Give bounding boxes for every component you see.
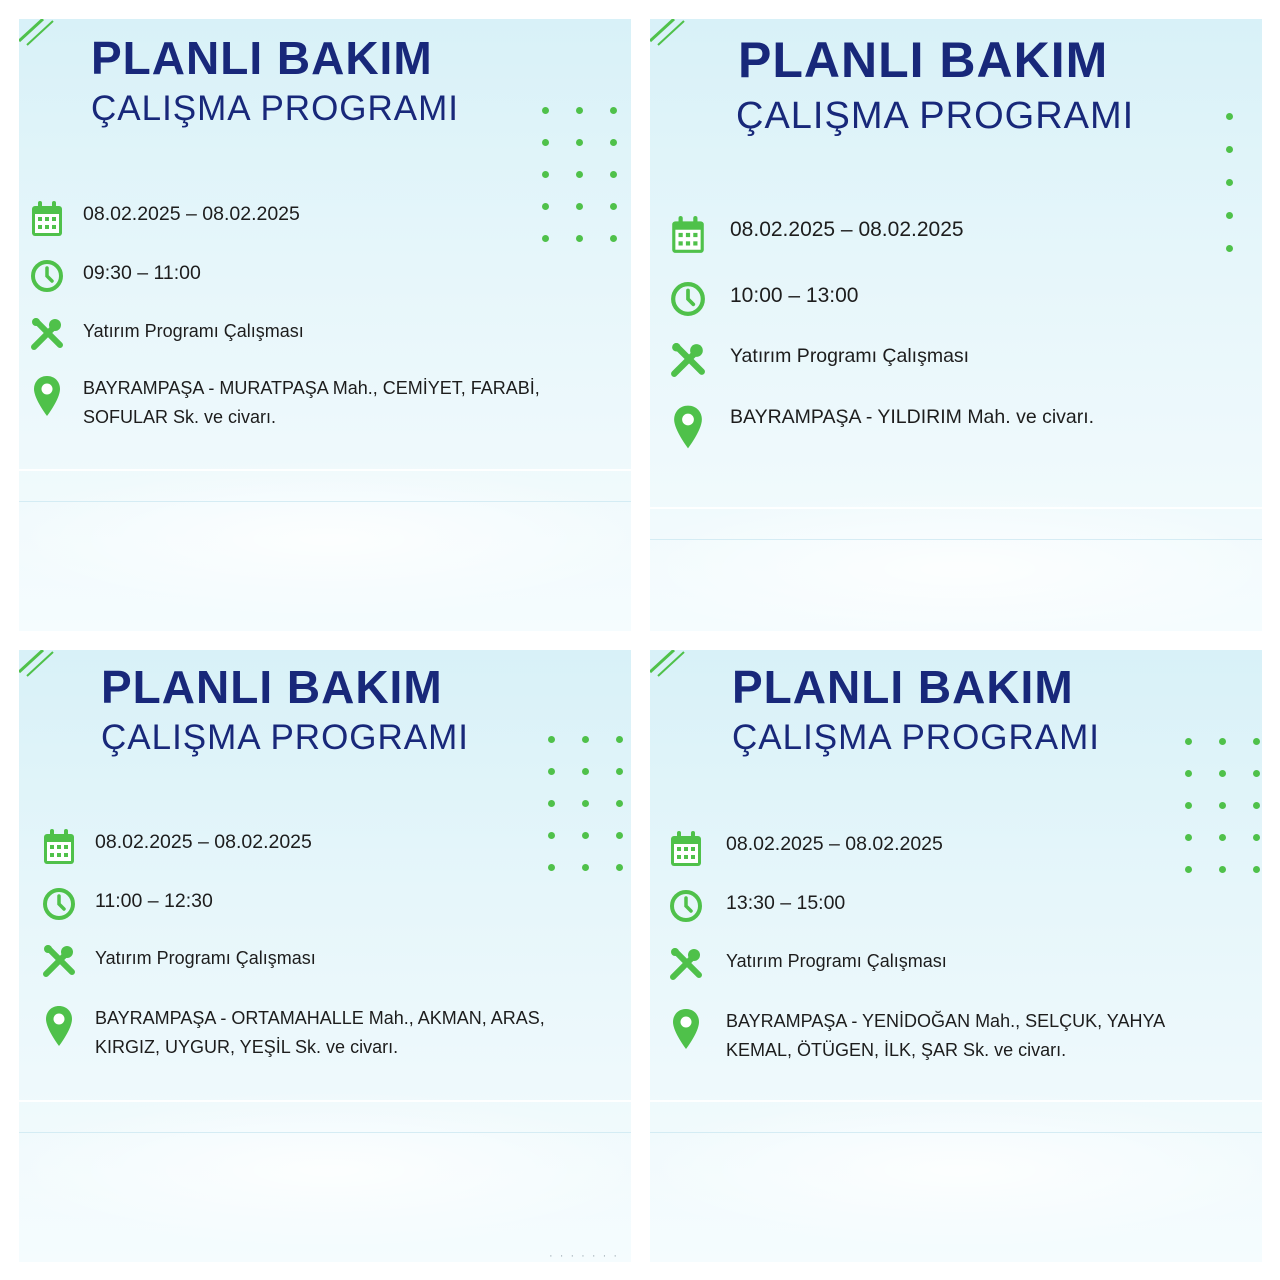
time-range-text: 13:30 – 15:00 bbox=[726, 892, 846, 914]
footer-mark: · · · · · · · bbox=[549, 1250, 619, 1262]
location-pin-icon bbox=[670, 403, 706, 443]
tools-icon bbox=[29, 317, 65, 357]
corner-leaf-icon bbox=[19, 19, 79, 59]
background-glow bbox=[19, 459, 631, 619]
work-type-row bbox=[670, 342, 969, 382]
tools-icon bbox=[41, 944, 77, 984]
calendar-icon bbox=[29, 200, 65, 240]
location-text-line2: KEMAL, ÖTÜGEN, İLK, ŞAR Sk. ve civarı. bbox=[726, 1040, 1067, 1060]
date-range-text: 08.02.2025 – 08.02.2025 bbox=[95, 831, 312, 853]
location-pin-icon bbox=[668, 1007, 704, 1047]
date-range-text: 08.02.2025 – 08.02.2025 bbox=[726, 833, 943, 855]
calendar-icon bbox=[41, 828, 77, 868]
work-type-row bbox=[29, 317, 304, 357]
time-range-text: 09:30 – 11:00 bbox=[83, 262, 201, 284]
location-row bbox=[668, 1007, 1165, 1065]
background-glow bbox=[650, 489, 1262, 631]
time-range-text: 10:00 – 13:00 bbox=[730, 284, 859, 307]
calendar-icon bbox=[668, 830, 704, 870]
clock-icon bbox=[670, 281, 706, 321]
work-type-text: Yatırım Programı Çalışması bbox=[726, 951, 947, 971]
corner-leaf-icon bbox=[650, 650, 710, 690]
date-range-text: 08.02.2025 – 08.02.2025 bbox=[83, 203, 300, 225]
tools-icon bbox=[668, 947, 704, 987]
time-row bbox=[668, 889, 845, 929]
work-type-text: Yatırım Programı Çalışması bbox=[83, 321, 304, 341]
maintenance-card-4 bbox=[650, 650, 1262, 1262]
background-streak bbox=[650, 507, 1262, 509]
corner-leaf-icon bbox=[19, 650, 79, 690]
maintenance-card-1 bbox=[19, 19, 631, 631]
corner-leaf-icon bbox=[650, 19, 710, 59]
background-streak bbox=[650, 539, 1262, 540]
clock-icon bbox=[41, 887, 77, 927]
time-row bbox=[41, 887, 213, 927]
decorative-dot-grid bbox=[1226, 113, 1233, 252]
tools-icon bbox=[670, 342, 706, 382]
location-row bbox=[29, 374, 540, 432]
work-type-text: Yatırım Programı Çalışması bbox=[95, 948, 316, 968]
work-type-row bbox=[668, 947, 947, 987]
card-subtitle: ÇALIŞMA PROGRAMI bbox=[732, 718, 1101, 757]
background-streak bbox=[19, 501, 631, 502]
decorative-dot-grid bbox=[548, 736, 623, 871]
background-streak bbox=[650, 1132, 1262, 1133]
date-row bbox=[670, 215, 964, 255]
location-row bbox=[41, 1004, 545, 1062]
location-pin-icon bbox=[29, 374, 65, 414]
maintenance-card-3 bbox=[19, 650, 631, 1262]
calendar-icon bbox=[670, 215, 706, 255]
maintenance-card-2 bbox=[650, 19, 1262, 631]
card-title: PLANLI BAKIM bbox=[101, 661, 443, 713]
background-streak bbox=[19, 469, 631, 471]
time-range-text: 11:00 – 12:30 bbox=[95, 890, 213, 912]
card-subtitle: ÇALIŞMA PROGRAMI bbox=[91, 89, 460, 128]
card-title: PLANLI BAKIM bbox=[91, 32, 433, 84]
date-row bbox=[668, 830, 943, 870]
card-title: PLANLI BAKIM bbox=[738, 32, 1109, 88]
date-row bbox=[41, 828, 312, 868]
location-text-line1: BAYRAMPAŞA - YENİDOĞAN Mah., SELÇUK, YAHYA bbox=[726, 1011, 1166, 1031]
card-subtitle: ÇALIŞMA PROGRAMI bbox=[101, 718, 470, 757]
card-subtitle: ÇALIŞMA PROGRAMI bbox=[736, 95, 1135, 137]
card-title: PLANLI BAKIM bbox=[732, 661, 1074, 713]
location-text-line1: BAYRAMPAŞA - MURATPAŞA Mah., CEMİYET, FARABİ, bbox=[83, 378, 540, 398]
location-text-line1: BAYRAMPAŞA - ORTAMAHALLE Mah., AKMAN, ARAS, bbox=[95, 1008, 545, 1028]
date-range-text: 08.02.2025 – 08.02.2025 bbox=[730, 218, 964, 241]
time-row bbox=[29, 259, 201, 299]
background-streak bbox=[19, 1100, 631, 1102]
location-text-line2: SOFULAR Sk. ve civarı. bbox=[83, 407, 277, 427]
clock-icon bbox=[668, 889, 704, 929]
location-row bbox=[670, 403, 1094, 443]
work-type-row bbox=[41, 944, 316, 984]
decorative-dot-grid bbox=[542, 107, 617, 242]
background-streak bbox=[19, 1132, 631, 1133]
location-text-line1: BAYRAMPAŞA - YILDIRIM Mah. ve civarı. bbox=[730, 406, 1095, 428]
time-row bbox=[670, 281, 858, 321]
location-pin-icon bbox=[41, 1004, 77, 1044]
background-streak bbox=[650, 1100, 1262, 1102]
date-row bbox=[29, 200, 300, 240]
background-glow bbox=[19, 1090, 631, 1250]
clock-icon bbox=[29, 259, 65, 299]
background-glow bbox=[650, 1090, 1262, 1250]
location-text-line2: KIRGIZ, UYGUR, YEŞİL Sk. ve civarı. bbox=[95, 1037, 399, 1057]
work-type-text: Yatırım Programı Çalışması bbox=[730, 345, 970, 367]
decorative-dot-grid bbox=[1185, 738, 1260, 873]
